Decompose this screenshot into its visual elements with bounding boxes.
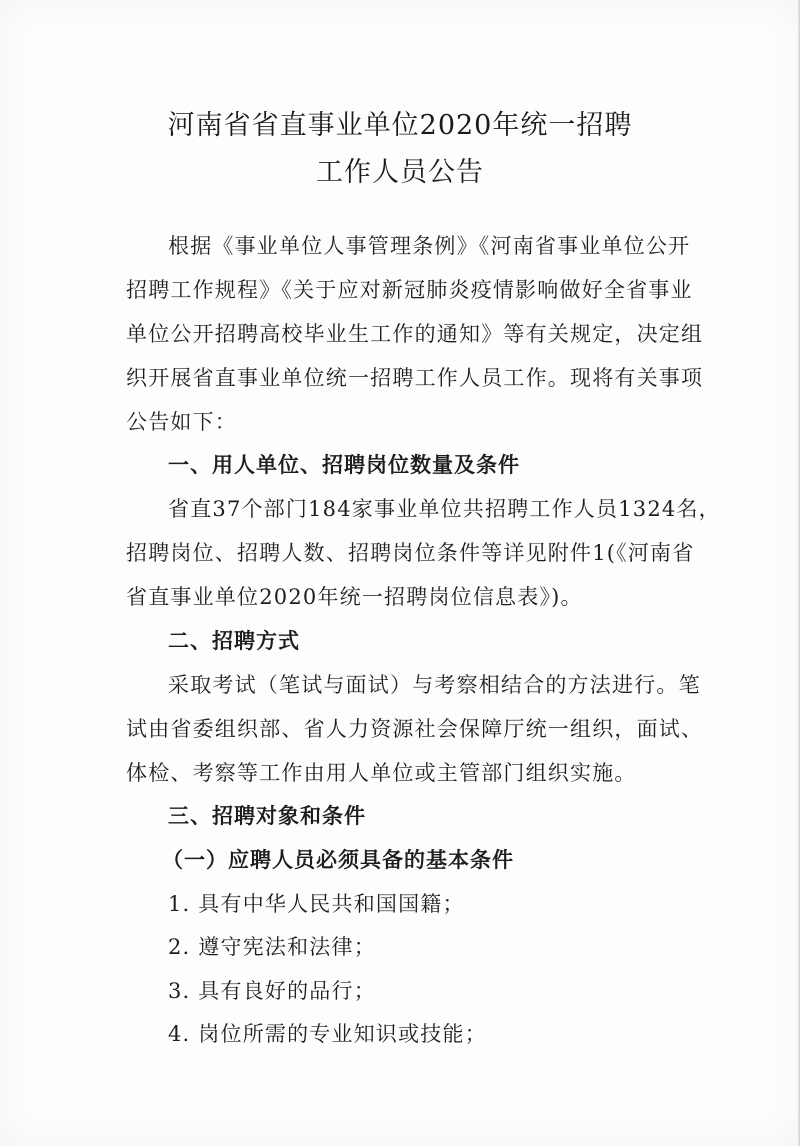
section-2-line-3: 体检、考察等工作由用人单位或主管部门组织实施。 (126, 761, 637, 785)
condition-item-2: 2. 遵守宪法和法律； (168, 935, 376, 959)
section-3-subheading: （一）应聘人员必须具备的基本条件 (162, 848, 514, 872)
section-1-heading: 一、用人单位、招聘岗位数量及条件 (168, 453, 520, 477)
section-3-heading: 三、招聘对象和条件 (168, 804, 366, 828)
intro-line-2: 招聘工作规程》《关于应对新冠肺炎疫情影响做好全省事业 (126, 278, 693, 302)
intro-line-5: 公告如下： (126, 410, 237, 434)
section-1-line-2: 招聘岗位、招聘人数、招聘岗位条件等详见附件1(《河南省 (126, 541, 695, 565)
condition-item-3: 3. 具有良好的品行； (168, 979, 376, 1003)
section-2-line-1: 采取考试（笔试与面试）与考察相结合的方法进行。笔 (168, 673, 701, 697)
section-2-line-2: 试由省委组织部、省人力资源社会保障厅统一组织，面试、 (126, 717, 704, 741)
section-1-line-3: 省直事业单位2020年统一招聘岗位信息表》)。 (126, 585, 583, 609)
section-2-heading: 二、招聘方式 (168, 629, 300, 653)
intro-line-3: 单位公开招聘高校毕业生工作的通知》等有关规定，决定组 (126, 322, 704, 346)
title-line-2: 工作人员公告 (316, 157, 484, 188)
section-1-line-1: 省直37个部门184家事业单位共招聘工作人员1324名， (168, 497, 721, 521)
intro-line-1: 根据《事业单位人事管理条例》《河南省事业单位公开 (168, 234, 691, 258)
condition-item-1: 1. 具有中华人民共和国国籍； (168, 892, 465, 916)
intro-line-4: 织开展省直事业单位统一招聘工作人员工作。现将有关事项 (126, 366, 704, 390)
condition-item-4: 4. 岗位所需的专业知识或技能； (168, 1022, 487, 1046)
title-line-1: 河南省省直事业单位2020年统一招聘 (167, 110, 633, 141)
